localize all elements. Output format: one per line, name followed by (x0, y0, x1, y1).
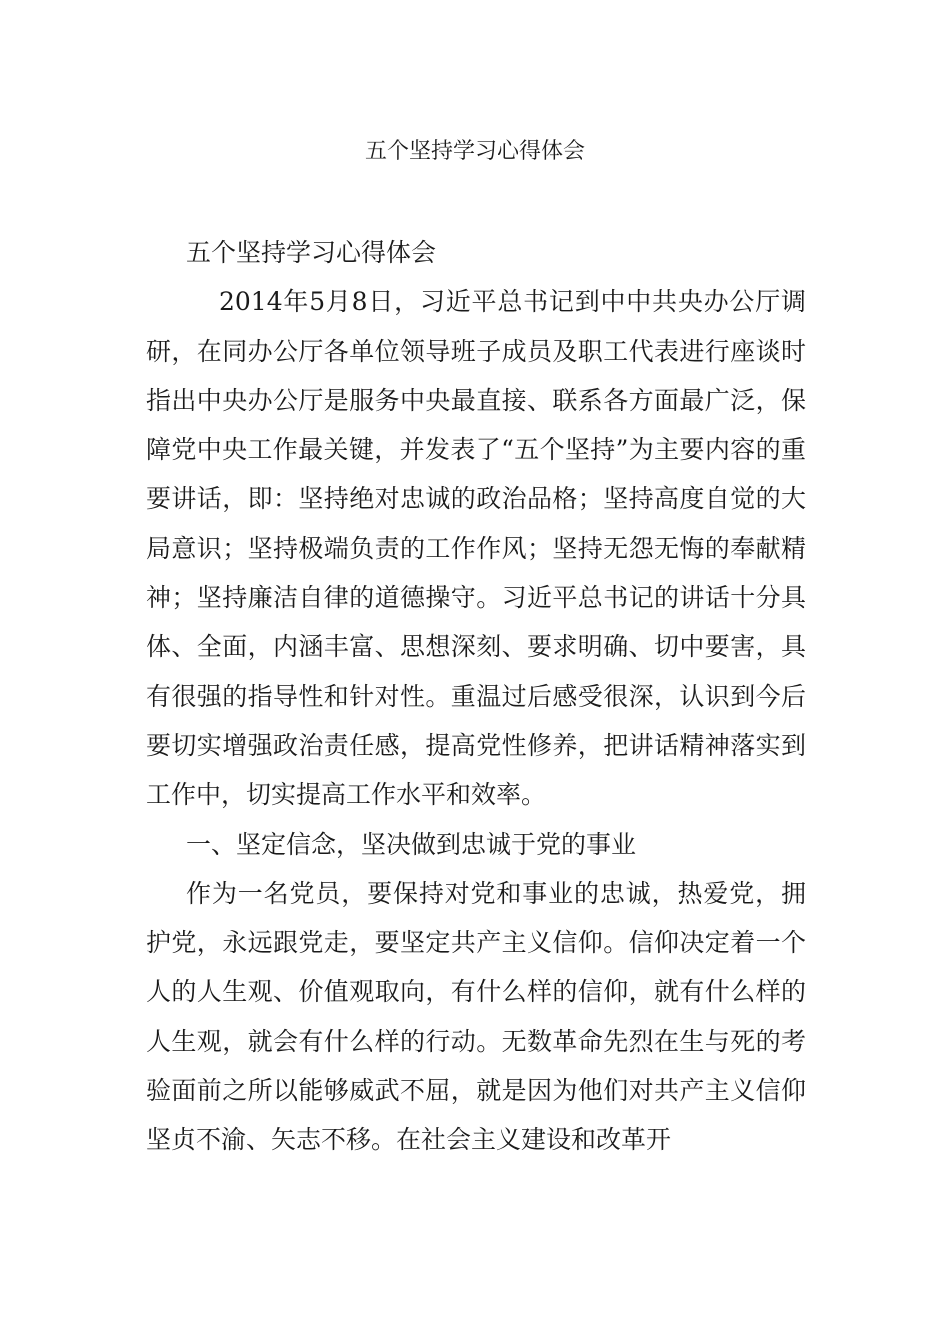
document-title: 五个坚持学习心得体会 (364, 139, 585, 164)
document-subtitle: 五个坚持学习心得体会 (186, 238, 437, 267)
intro-paragraph: 2014年5月8日，习近平总书记到中中共央办公厅调研，在同办公厅各单位领导班子成员及职工代表进行座谈时指出中央办公厅是服务中央最直接、联系各方面最广泛，保障党中央工作最关键，并发表了“五个坚持”为主要内容的重要讲话，即：坚持绝对忠诚的政治品格；坚持高度自觉的大局意识；坚持极端负责的工作作风；坚持无怨无悔的奉献精神；坚持廉洁自律的道德操守。习近平总书记的讲话十分具体、全面，内涵丰富、思想深刻、要求明确、切中要害，具有很强的指导性和针对性。重温过后感受很深，认识到今后要切实增强政治责任感，提高党性修养，把讲话精神落实到工作中，切实提高工作水平和效率。 (146, 287, 806, 810)
section-1-paragraph: 作为一名党员，要保持对党和事业的忠诚，热爱党，拥护党，永远跟党走，要坚定共产主义信仰。信仰决定着一个人的人生观、价值观取向，有什么样的信仰，就有什么样的人生观，就会有什么样的行动。无数革命先烈在生与死的考验面前之所以能够威武不屈，就是因为他们对共产主义信仰坚贞不渝、矢志不移。在社会主义建设和改革开 (146, 878, 806, 1155)
document-body (146, 228, 806, 1165)
section-1-heading: 一、坚定信念，坚决做到忠诚于党的事业 (186, 829, 637, 859)
